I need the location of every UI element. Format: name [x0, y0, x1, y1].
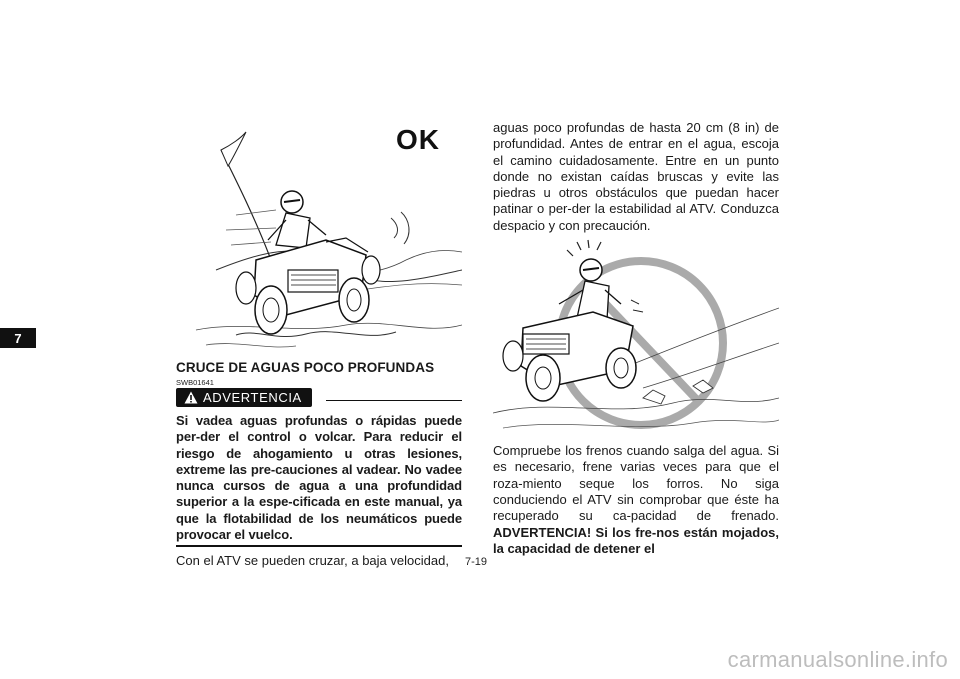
left-column	[176, 120, 462, 569]
warning-rule	[326, 400, 462, 402]
watermark: carmanualsonline.info	[727, 647, 948, 672]
right-column	[493, 120, 779, 557]
warning-code: SWB01641	[176, 378, 214, 387]
chapter-tab: 7	[0, 328, 36, 348]
warning-text: Si vadea aguas profundas o rápidas puede per-der el control o volcar. Para reducir el riesgo de ahogamiento u otras lesiones, extreme las pre-cauciones al vadear. No vadee nunca cursos de agua a una profundidad superior a la espe-cificada en este manual, ya que la flotabilidad de los neumáticos puede provocar el vuelco.	[176, 413, 462, 543]
prohibited-atv-downhill-illustration	[493, 238, 779, 443]
brake-check-text: Compruebe los frenos cuando salga del agua. Si es necesario, frene varias veces para que el roza-miento seque los forros. No siga conduciendo el ATV sin comprobar que éste ha recuperado su ca-pacidad de frenado.	[493, 443, 779, 524]
section-title: CRUCE DE AGUAS POCO PROFUNDAS	[176, 360, 435, 375]
warning-end-rule	[176, 545, 462, 547]
brake-warning-text: ADVERTENCIA! Si los fre-nos están mojados, la capacidad de detener el	[493, 524, 779, 556]
warning-header	[176, 388, 462, 407]
ok-label: OK	[396, 124, 440, 155]
left-body-text: Con el ATV se pueden cruzar, a baja velocidad,	[176, 552, 449, 568]
atv-rider-uphill-illustration	[176, 120, 462, 360]
warning-label: ADVERTENCIA	[203, 390, 302, 405]
right-body-text-2	[493, 443, 779, 557]
warning-triangle-icon	[184, 391, 198, 404]
page-number: 7-19	[465, 556, 488, 568]
warning-badge	[176, 388, 312, 407]
right-body-text-1: aguas poco profundas de hasta 20 cm (8 in) de profundidad. Antes de entrar en el agua, escoja el camino cuidadosamente. Entre en un punto donde no existan caídas bruscas y evite las piedras u otros obstáculos que puedan hacer patinar o per-der la estabilidad al ATV. Conduzca despacio y con precaución.	[493, 120, 779, 233]
